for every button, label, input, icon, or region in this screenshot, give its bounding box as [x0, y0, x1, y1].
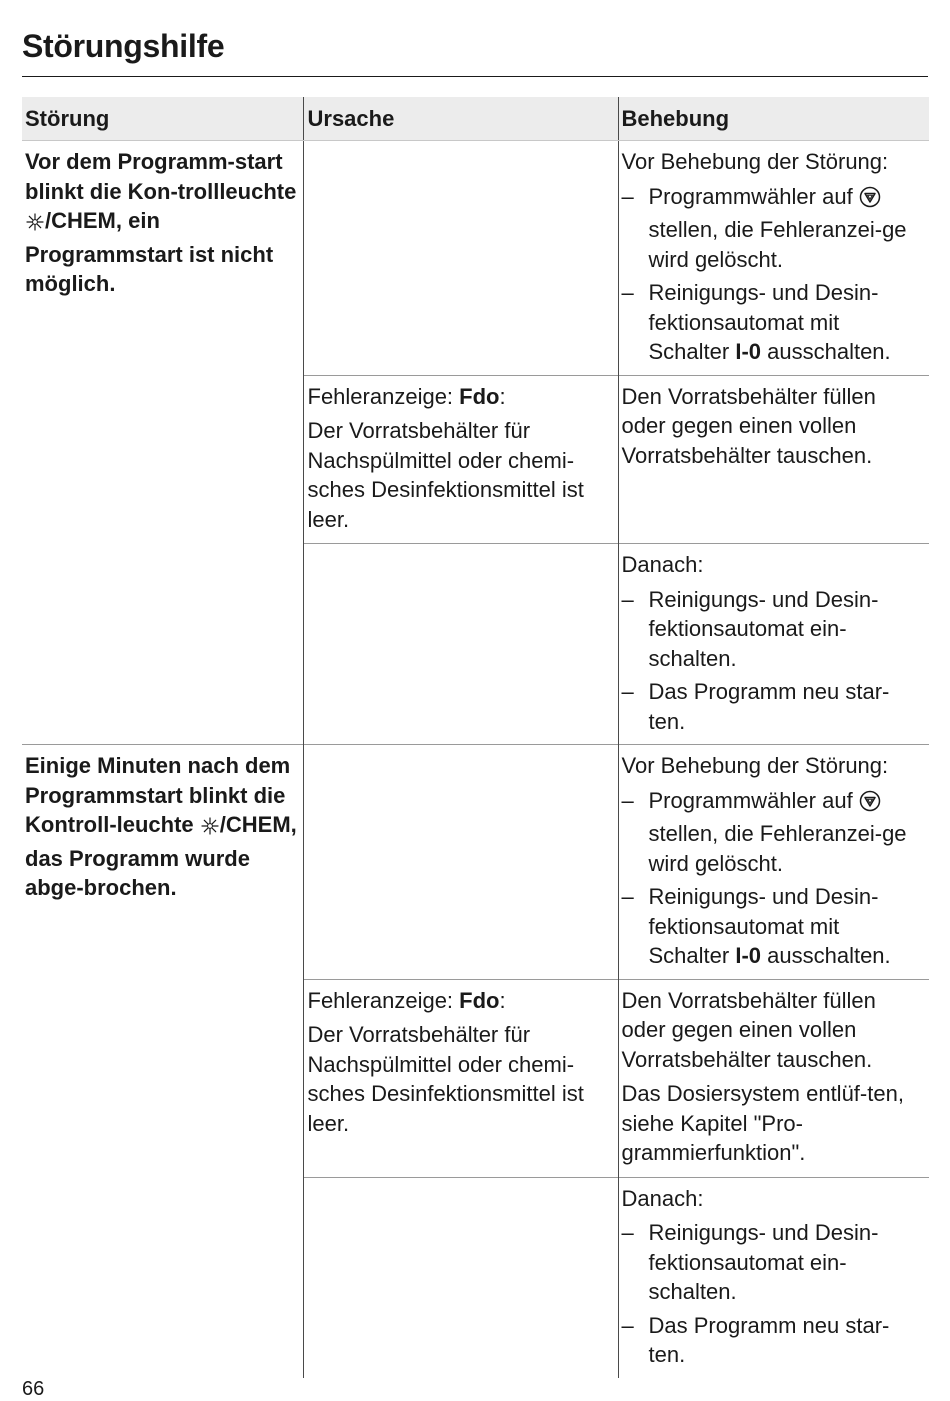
cause-text: Der Vorratsbehälter für Nachspülmittel oder chemi-sches Desinfektionsmittel ist leer. — [307, 418, 584, 532]
cause-suffix: : — [499, 383, 506, 409]
cause-label — [308, 382, 615, 412]
error-code: Fdo — [459, 383, 500, 409]
cause-label-text: Fehleranzeige: — [307, 987, 460, 1013]
list-item — [622, 677, 927, 736]
step-text: Reinigungs- und Desin-fektionsautomat mit Schalter — [648, 280, 879, 364]
fault-cell — [22, 141, 303, 745]
page-title: Störungshilfe — [22, 28, 225, 64]
step-text: Reinigungs- und Desin-fektionsautomat mit Schalter — [648, 884, 879, 968]
step-text: Reinigungs- und Desin-fektionsautomat ein-schalten. — [648, 586, 879, 671]
remedy-intro: Vor Behebung der Störung: — [621, 149, 889, 174]
fault-cell — [22, 745, 303, 1378]
remedy-text-2: Das Dosiersystem entlüf-ten, siehe Kapitel "Pro-grammierfunktion". — [621, 1081, 904, 1165]
remedy-cell — [618, 1177, 929, 1378]
remedy-intro: Danach: — [621, 1185, 704, 1211]
step-text: Das Programm neu star-ten. — [648, 679, 890, 734]
cause-suffix: : — [499, 987, 506, 1013]
list-item — [622, 585, 927, 674]
remedy-intro: Danach: — [621, 552, 704, 577]
troubleshooting-table — [22, 97, 929, 1378]
switch-label: I-0 — [735, 943, 762, 968]
remedy-intro: Vor Behebung der Störung: — [621, 753, 889, 778]
cause-cell — [303, 544, 618, 745]
triangle-in-circle-icon — [859, 186, 881, 216]
list-item — [622, 1311, 927, 1370]
step-text: Programmwähler auf — [648, 787, 859, 813]
switch-label: I-0 — [735, 339, 762, 364]
cause-text: Der Vorratsbehälter für Nachspülmittel oder chemi-sches Desinfektionsmittel ist leer. — [307, 1022, 584, 1136]
cause-cell — [303, 745, 618, 980]
step-text: Reinigungs- und Desin-fektionsautomat ein-schalten. — [648, 1220, 879, 1304]
list-item — [622, 882, 927, 971]
table-row — [22, 745, 929, 980]
dash: – — [621, 787, 634, 813]
page-number: 66 — [22, 1378, 45, 1400]
cause-cell — [303, 141, 618, 376]
header-behebung: Behebung — [618, 97, 929, 141]
cause-cell — [303, 979, 618, 1177]
cause-cell — [303, 1177, 618, 1378]
error-code: Fdo — [459, 987, 500, 1013]
step-text-cont: stellen, die Fehleranzei-ge wird gelöscht. — [648, 217, 907, 272]
cause-label — [308, 986, 615, 1016]
step-text: Das Programm neu star-ten. — [648, 1312, 890, 1367]
remedy-steps — [622, 585, 927, 737]
dash: – — [621, 884, 634, 909]
remedy-cell — [618, 745, 929, 980]
remedy-text: Den Vorratsbehälter füllen oder gegen einen vollen Vorratsbehälter tauschen. — [621, 987, 876, 1072]
remedy-cell — [618, 544, 929, 745]
fault-text: Vor dem Programm-start blinkt die Kon-trollleuchte — [25, 149, 297, 204]
remedy-cell — [618, 375, 929, 544]
fault-text-cont: /CHEM, das Programm wurde abge-brochen. — [25, 812, 297, 900]
asterisk-indicator-icon — [200, 814, 220, 844]
table-row — [22, 141, 929, 376]
step-text-cont: ausschalten. — [761, 943, 891, 968]
dash: – — [621, 1312, 634, 1338]
fault-text-cont: /CHEM, ein Programmstart ist nicht möglich. — [25, 208, 274, 296]
list-item — [622, 182, 927, 275]
table-header-row — [22, 97, 929, 141]
cause-cell — [303, 375, 618, 544]
dash: – — [621, 183, 634, 209]
dash: – — [621, 280, 634, 305]
remedy-steps — [622, 1218, 927, 1370]
dash: – — [621, 1220, 634, 1245]
dash: – — [621, 586, 634, 612]
header-ursache: Ursache — [303, 97, 618, 141]
cause-label-text: Fehleranzeige: — [307, 383, 460, 409]
title-rule — [22, 76, 928, 77]
fault-text: Einige Minuten nach dem Programmstart blinkt die Kontroll-leuchte — [25, 753, 291, 837]
asterisk-indicator-icon — [25, 210, 45, 240]
remedy-steps — [622, 182, 927, 367]
remedy-cell — [618, 141, 929, 376]
step-text-cont: ausschalten. — [761, 339, 891, 364]
header-stoerung: Störung — [22, 97, 303, 141]
list-item — [622, 786, 927, 879]
step-text-cont: stellen, die Fehleranzei-ge wird gelöscht. — [648, 821, 907, 876]
dash: – — [621, 679, 634, 704]
remedy-cell — [618, 979, 929, 1177]
list-item — [622, 278, 927, 367]
remedy-steps — [622, 786, 927, 971]
triangle-in-circle-icon — [859, 790, 881, 820]
step-text: Programmwähler auf — [648, 183, 859, 209]
remedy-text: Den Vorratsbehälter füllen oder gegen einen vollen Vorratsbehälter tauschen. — [621, 383, 876, 468]
list-item — [622, 1218, 927, 1307]
